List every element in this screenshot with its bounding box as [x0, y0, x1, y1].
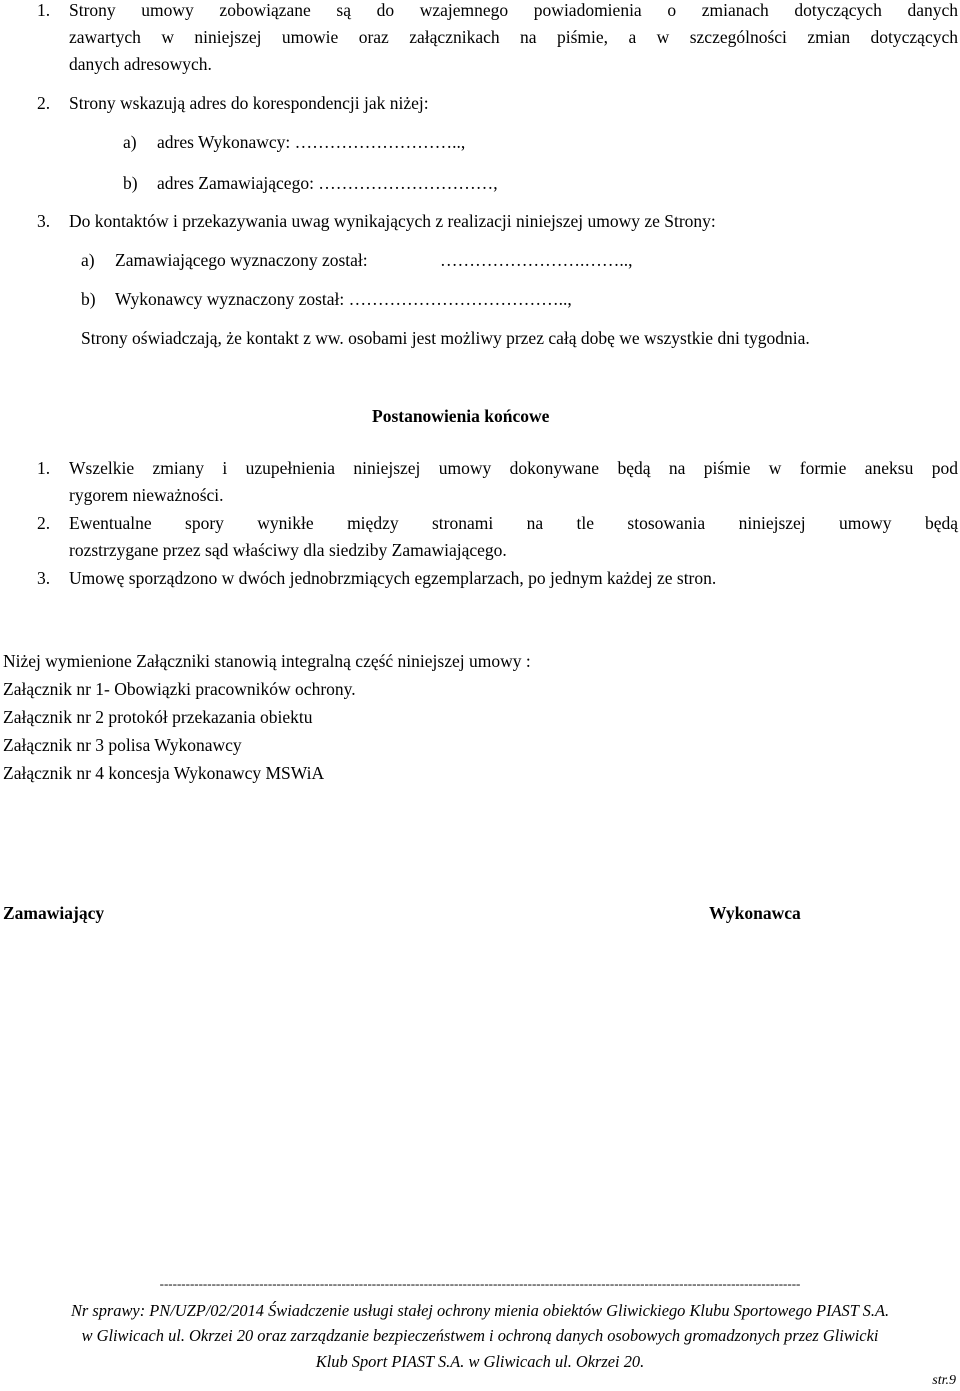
- footer-line: Nr sprawy: PN/UZP/02/2014 Świadczenie usługi stałej ochrony mienia obiektów Gliwickiego Klubu Sportowego PIAST S.A.: [70, 1301, 890, 1320]
- paragraph-line: Umowę sporządzono w dwóch jednobrzmiących egzemplarzach, po jednym każdej ze stron.: [69, 568, 717, 588]
- attachment-item: Załącznik nr 3 polisa Wykonawcy: [3, 735, 242, 755]
- paragraph-line: danych adresowych.: [69, 54, 212, 74]
- attachment-item: Załącznik nr 4 koncesja Wykonawcy MSWiA: [3, 763, 325, 783]
- paragraph-line: rozstrzygane przez sąd właściwy dla siedziby Zamawiającego.: [69, 540, 507, 560]
- address-client-line: adres Zamawiającego: …………………………,: [157, 173, 498, 193]
- signature-client: Zamawiający: [3, 903, 105, 923]
- list-number: 1.: [37, 0, 51, 20]
- attachments-intro: Niżej wymienione Załączniki stanowią integralną część niniejszej umowy :: [3, 651, 531, 671]
- paragraph-line: Do kontaktów i przekazywania uwag wynikających z realizacji niniejszej umowy ze Strony:: [69, 211, 716, 231]
- paragraph-line: Strony wskazują adres do korespondencji jak niżej:: [69, 93, 429, 113]
- contact-client-dots: …………………….……..,: [440, 250, 633, 270]
- attachment-item: Załącznik nr 2 protokół przekazania obiektu: [3, 707, 313, 727]
- attachment-item: Załącznik nr 1- Obowiązki pracowników ochrony.: [3, 679, 356, 699]
- availability-statement: Strony oświadczają, że kontakt z ww. osobami jest możliwy przez całą dobę we wszystkie dni tygodnia.: [81, 328, 810, 348]
- page-number: str.9: [932, 1373, 956, 1388]
- address-contractor-line: adres Wykonawcy: ………………………..,: [157, 132, 466, 152]
- contact-contractor-line: Wykonawcy wyznaczony został: ………………………………..,: [115, 289, 572, 309]
- sub-item-label: a): [123, 132, 137, 152]
- paragraph-line: Wszelkie zmiany i uzupełnienia niniejszej umowy dokonywane będą na piśmie w formie aneksu pod: [69, 458, 958, 478]
- sub-item-label: a): [81, 250, 95, 270]
- list-number: 3.: [37, 211, 51, 231]
- paragraph-line: Ewentualne spory wynikłe między stronami na tle stosowania niniejszej umowy będą: [69, 513, 958, 533]
- paragraph-line: zawartych w niniejszej umowie oraz załącznikach na piśmie, a w szczególności zmian dotyczących: [69, 27, 958, 47]
- sub-item-label: b): [81, 289, 96, 309]
- list-number: 2.: [37, 93, 51, 113]
- contact-client-line: Zamawiającego wyznaczony został:: [115, 250, 368, 270]
- paragraph-line: rygorem nieważności.: [69, 485, 224, 505]
- footer-line: Klub Sport PIAST S.A. w Gliwicach ul. Okrzei 20.: [315, 1352, 645, 1371]
- list-number: 1.: [37, 458, 51, 478]
- list-number: 2.: [37, 513, 51, 533]
- footer-line: w Gliwicach ul. Okrzei 20 oraz zarządzanie bezpieczeństwem i ochroną danych osobowych gromadzonych przez Gliwicki: [81, 1326, 879, 1345]
- sub-item-label: b): [123, 173, 138, 193]
- section-heading: Postanowienia końcowe: [372, 406, 550, 426]
- list-number: 3.: [37, 568, 51, 588]
- signature-contractor: Wykonawca: [709, 903, 801, 923]
- paragraph-line: Strony umowy zobowiązane są do wzajemnego powiadomienia o zmianach dotyczących danych: [69, 0, 958, 20]
- footer-divider: ----------------------------------------------------------------------------------------------------------------------------------------------------: [159, 1276, 801, 1291]
